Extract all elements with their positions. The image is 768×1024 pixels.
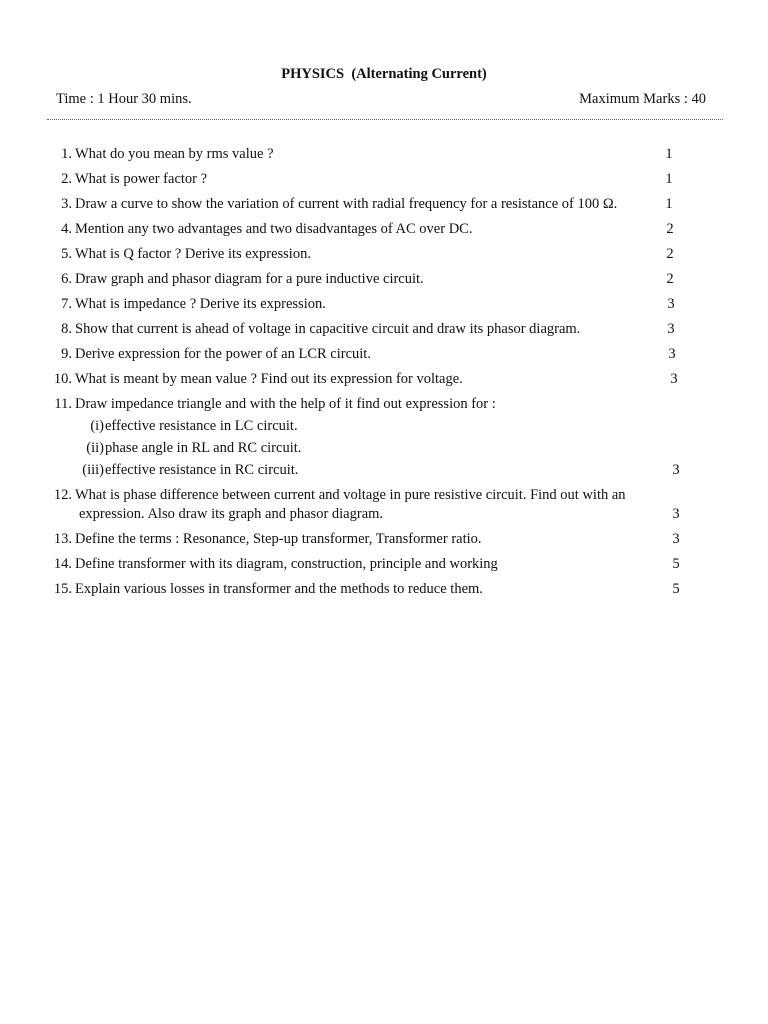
question-marks: 3 [670,371,678,387]
question-item [0,170,768,188]
question-marks: 1 [665,146,673,162]
sub-question-numeral: (ii) [86,440,104,456]
question-number: 10. [53,371,72,387]
question-marks: 2 [666,246,674,262]
question-text: Define transformer with its diagram, construction, principle and working [75,556,498,572]
question-item [0,270,768,288]
question-text: Draw graph and phasor diagram for a pure inductive circuit. [75,271,424,287]
question-text: What is Q factor ? Derive its expression. [75,246,311,262]
question-item [0,370,768,388]
question-number: 1. [61,146,72,162]
question-text: Explain various losses in transformer and the methods to reduce them. [75,581,483,597]
sub-question-text: phase angle in RL and RC circuit. [105,440,302,456]
question-text: Draw a curve to show the variation of current with radial frequency for a resistance of 100 Ω. [75,196,618,212]
question-item [0,345,768,363]
question-number: 3. [61,196,72,212]
maximum-marks: Maximum Marks : 40 [579,91,706,107]
question-text: What is power factor ? [75,171,208,187]
question-marks: 3 [667,321,675,337]
question-item [0,245,768,263]
question-item [0,486,768,523]
question-number: 7. [61,296,72,312]
question-marks: 3 [668,346,676,362]
question-marks: 3 [672,462,680,478]
question-marks: 2 [666,271,674,287]
dotted-divider [47,119,723,120]
sub-question-text: effective resistance in RC circuit. [105,462,299,478]
question-item [0,220,768,238]
sub-question [0,461,768,479]
question-marks: 3 [672,531,680,547]
sub-question-numeral: (iii) [82,462,104,478]
sub-question [0,417,768,435]
question-text: What is impedance ? Derive its expression. [75,296,326,312]
sub-question [0,439,768,457]
question-marks: 5 [672,556,680,572]
question-number: 5. [61,246,72,262]
question-text: What is meant by mean value ? Find out its expression for voltage. [75,371,463,387]
question-number: 6. [61,271,72,287]
question-number: 15. [53,581,72,597]
question-text: Mention any two advantages and two disadvantages of AC over DC. [75,221,473,237]
question-marks: 2 [666,221,674,237]
question-text: Show that current is ahead of voltage in capacitive circuit and draw its phasor diagram. [75,321,581,337]
question-number: 2. [61,171,72,187]
question-item [0,530,768,548]
sub-question-list [0,417,768,479]
question-marks: 3 [672,506,680,522]
question-number: 9. [61,346,72,362]
sub-question-numeral: (i) [90,418,104,434]
question-marks: 3 [667,296,675,312]
question-number: 12. [53,487,72,503]
paper-title: PHYSICS (Alternating Current) [281,66,487,82]
question-continuation [79,505,768,523]
question-continuation-text: expression. Also draw its graph and phasor diagram. [79,506,384,522]
question-text: What do you mean by rms value ? [75,146,274,162]
question-text: Define the terms : Resonance, Step-up transformer, Transformer ratio. [75,531,482,547]
question-item [0,145,768,163]
question-text: Draw impedance triangle and with the help of it find out expression for : [75,396,496,412]
question-number: 4. [61,221,72,237]
question-number: 8. [61,321,72,337]
question-item [0,395,768,479]
question-number: 13. [53,531,72,547]
question-text: What is phase difference between current and voltage in pure resistive circuit. Find out with an [75,487,626,503]
question-number: 11. [54,396,72,412]
question-list [0,145,768,605]
question-marks: 5 [672,581,680,597]
question-text: Derive expression for the power of an LCR circuit. [75,346,371,362]
question-item [0,320,768,338]
question-item [0,580,768,598]
question-item [0,555,768,573]
question-item [0,195,768,213]
question-item [0,295,768,313]
sub-question-text: effective resistance in LC circuit. [105,418,298,434]
question-number: 14. [53,556,72,572]
question-marks: 1 [665,196,673,212]
question-marks: 1 [665,171,673,187]
time-allowed: Time : 1 Hour 30 mins. [56,91,192,107]
